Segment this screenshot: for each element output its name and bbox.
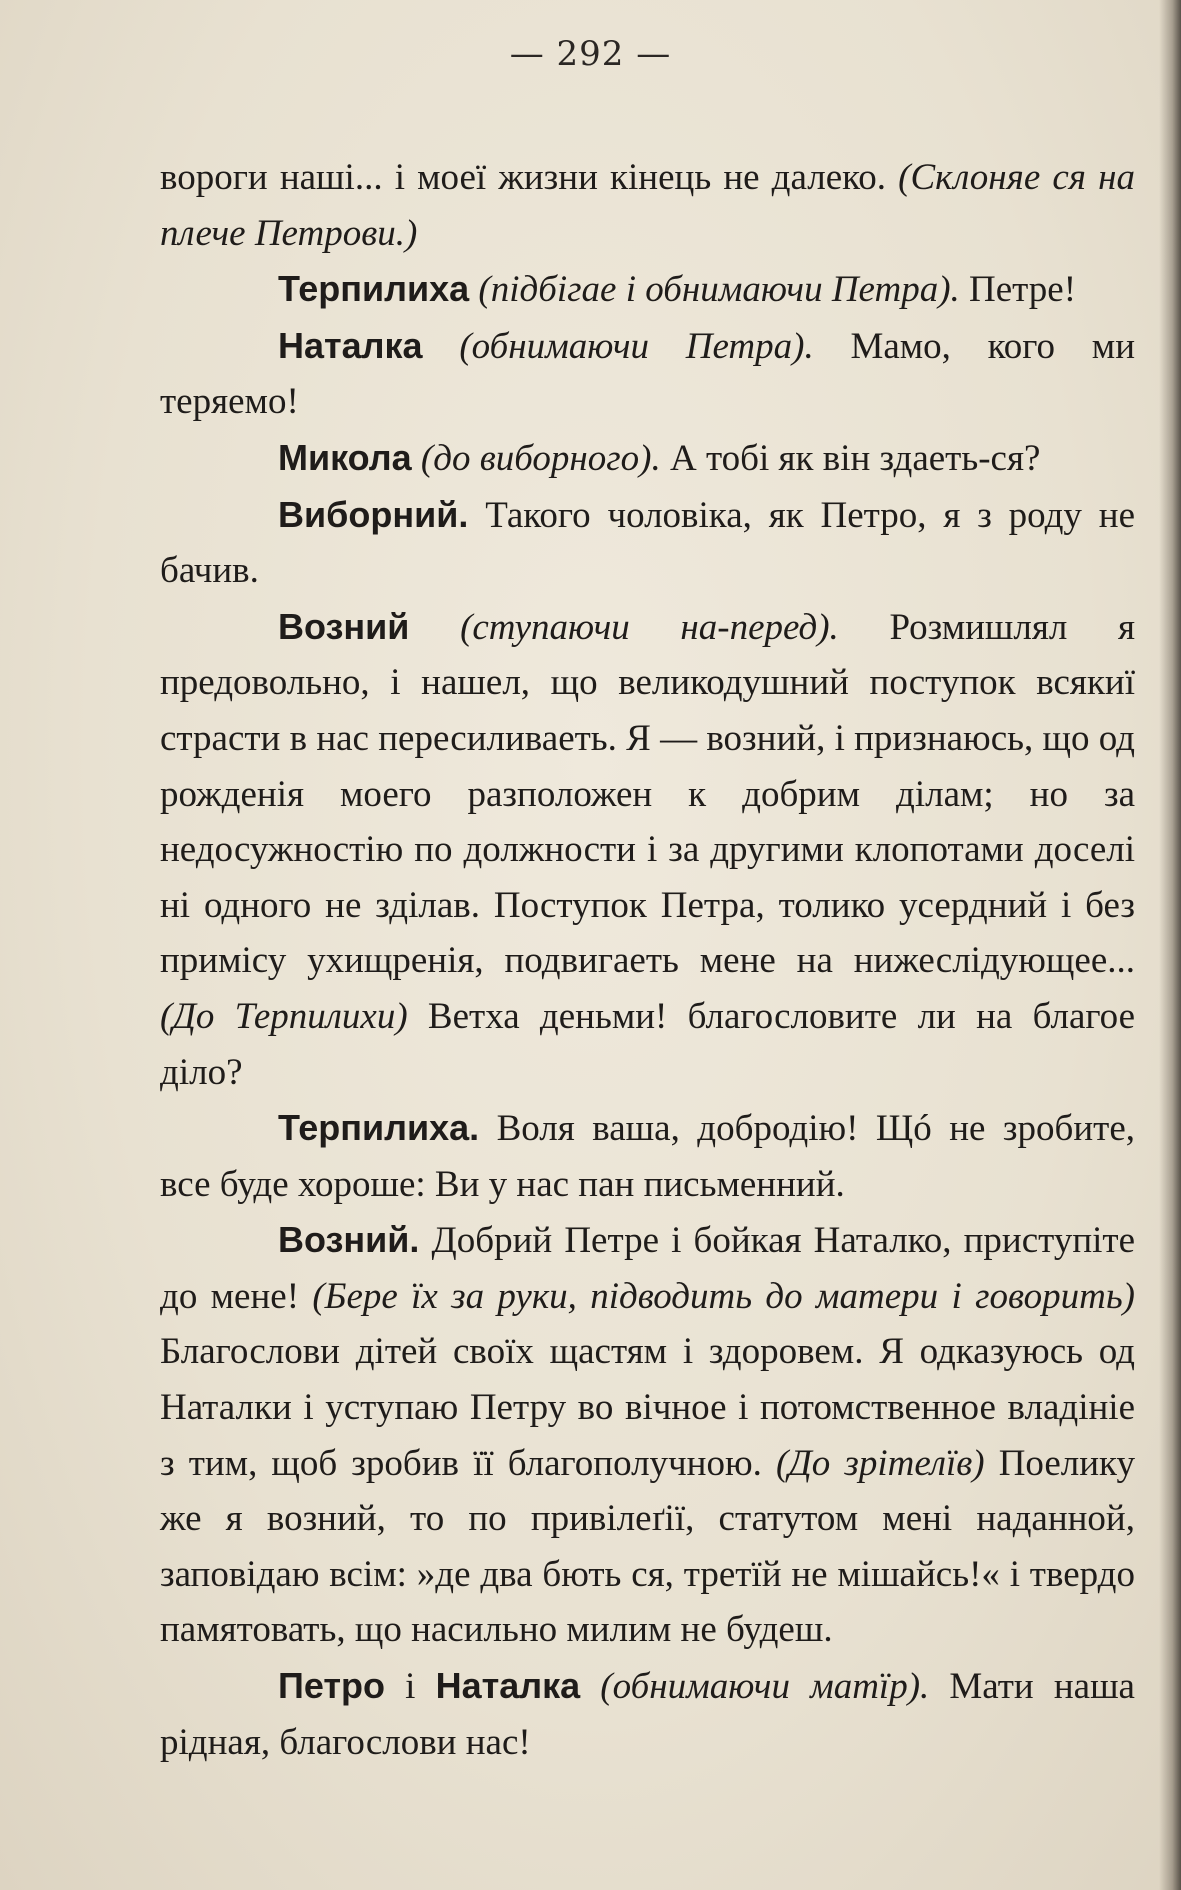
dialogue-text: Мамо, кого ми теряемо!: [160, 325, 1135, 423]
dialogue-text: Розмишлял я предовольно, і нашел, що великодушний поступок всякиї страсти в нас пересиливаеть. Я — возний, і признаюсь, що од рожденія моего разположен к добрим ділам; но за недосужностію по должности і за другими клопотами доселі ні одного не зділав. Поступок Петра, толико усердний і без примісу ухищренія, подвигаеть мене на нижеслідующее...: [160, 606, 1136, 982]
paragraph: [160, 1212, 1135, 1658]
dialogue-text: [580, 1666, 600, 1707]
dialogue-text: [469, 269, 478, 310]
paragraph: [160, 150, 1135, 261]
stage-direction: (обнимаючи матїр).: [600, 1666, 930, 1708]
paragraph: [160, 599, 1135, 1100]
stage-direction: (Склоняе ся на плече Петрови.): [160, 157, 1135, 254]
text-body: [160, 150, 1135, 1770]
paragraph: [160, 1658, 1135, 1770]
dialogue-text: Мати наша рідная, благослови нас!: [160, 1666, 1135, 1763]
speaker-name: Петро: [278, 1665, 386, 1707]
paragraph: [160, 430, 1135, 487]
paragraph: [160, 318, 1135, 430]
stage-direction: (ступаючи на-перед).: [460, 606, 839, 648]
paragraph: [160, 1100, 1135, 1212]
page-edge-shadow: [1159, 0, 1181, 1890]
stage-direction: (до виборного).: [420, 437, 661, 479]
dialogue-text: вороги наші... і моеї жизни кінець не далеко.: [160, 157, 899, 198]
dialogue-text: Воля ваша, добродію! Щó не зробите, все буде хороше: Ви у нас пан письменний.: [160, 1108, 1135, 1205]
dialogue-text: Ветха деньми! благословите ли на благое діло?: [160, 995, 1135, 1093]
stage-direction: (обнимаючи Петра).: [459, 325, 814, 367]
speaker-name: Возний: [278, 605, 410, 647]
dialogue-text: А тобі як він здаеть-ся?: [660, 437, 1041, 479]
page-number: — 292 —: [509, 34, 672, 74]
dialogue-text: Благослови дітей своїх щастям і здоровем. Я одказуюсь од Наталки і уступаю Петру во вічное і потомственное владініе з тим, щоб зробив її благополучною.: [160, 1331, 1135, 1484]
speaker-name: Терпилиха.: [278, 1107, 480, 1149]
speaker-name: Наталка: [278, 324, 423, 366]
dialogue-text: [423, 326, 460, 367]
stage-direction: (підбігае і обнимаючи Петра).: [478, 269, 960, 311]
paragraph: [160, 487, 1135, 599]
speaker-name: Микола: [278, 436, 412, 478]
speaker-name: Наталка: [435, 1665, 581, 1707]
dialogue-text: [412, 438, 421, 479]
dialogue-text: Такого чоловіка, як Петро, я з роду не бачив.: [160, 494, 1135, 592]
speaker-name: Возний.: [278, 1219, 420, 1261]
paragraph: [160, 261, 1135, 318]
dialogue-text: і: [385, 1666, 436, 1708]
speaker-name: Терпилиха: [278, 268, 470, 310]
speaker-name: Виборний.: [278, 493, 469, 535]
stage-direction: (До зрітелїв): [775, 1442, 985, 1484]
dialogue-text: Петре!: [959, 269, 1077, 311]
stage-direction: (Бере їх за руки, підводить до матери і говорить): [312, 1275, 1135, 1317]
dialogue-text: [409, 607, 460, 648]
stage-direction: (До Терпилихи): [160, 995, 408, 1037]
dialogue-text: Добрий Петре і бойкая Наталко, приступіте до мене!: [160, 1220, 1135, 1317]
dialogue-text: Поелику же я возний, то по привілеґії, статутом мені наданной, заповідаю всім: »де два бють ся, третїй не мішайсь!« і твердо памятовать, що насильно милим не будеш.: [160, 1442, 1135, 1651]
